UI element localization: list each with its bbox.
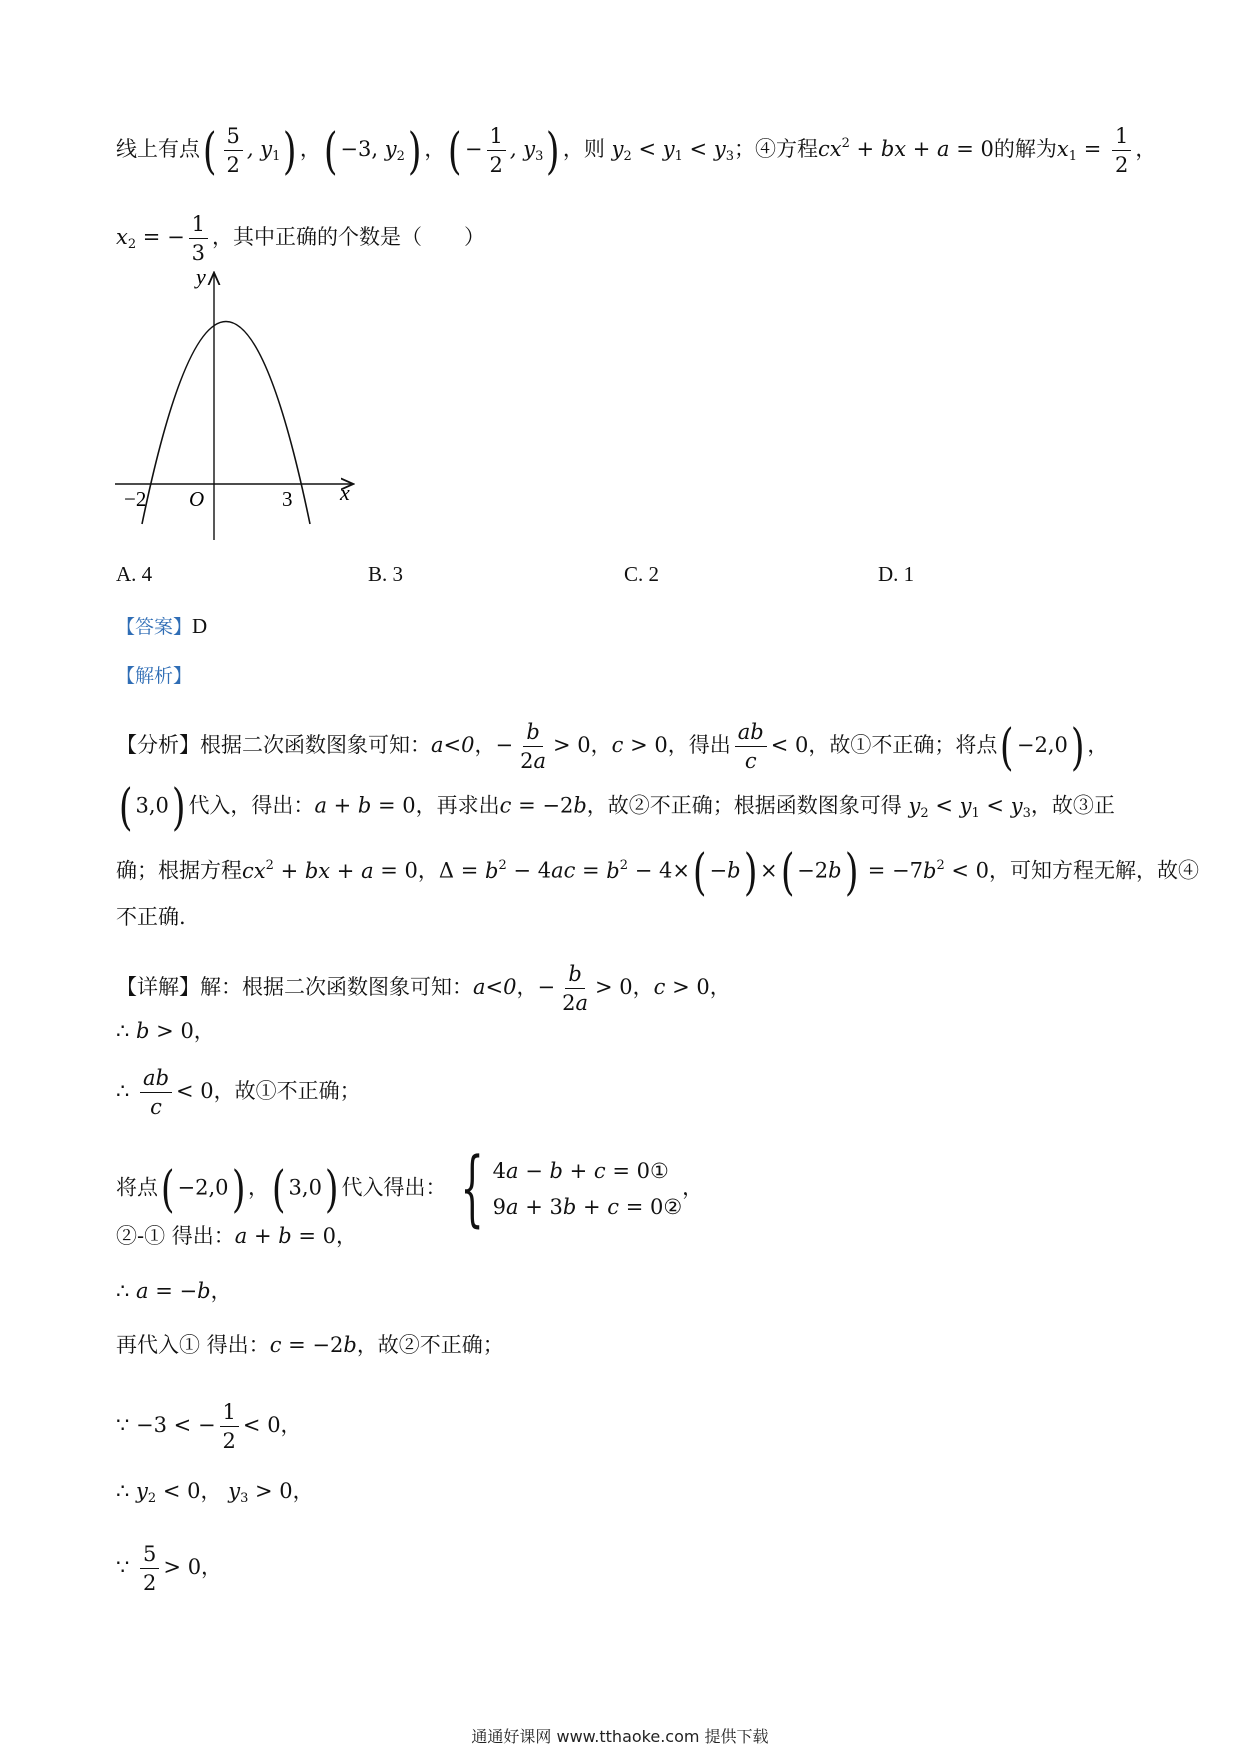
right-root-label: 3 [282, 487, 293, 511]
detail-line-7: 再代入① 得出：c = −2b，故②不正确； [116, 1333, 504, 1357]
answer-line [116, 611, 207, 642]
detail-line-10: ∵ $\frac{5}{2}$ > 0， [116, 1542, 223, 1595]
detail-line-5: ②-① 得出：a + b = 0， [116, 1224, 358, 1248]
detail-line-6: ∴ a = −b， [116, 1279, 232, 1303]
detail-line-8: ∵ −3 < − $\frac{1}{2}$ < 0， [116, 1400, 302, 1453]
left-root-label: −2 [124, 487, 147, 511]
analysis-line-4: 不正确. [116, 905, 186, 929]
detail-line-2: ∴ b > 0， [116, 1019, 215, 1043]
detail-line-4: 将点( −2,0) ，( 3,0) 代入得出： { 4a − b + c = 0① 9a + 3b + c = 0② ， [116, 1141, 704, 1236]
page-footer: 通通好课网 www.tthaoke.com 提供下载 [471, 1727, 769, 1746]
option-a: A. 4 [116, 562, 153, 586]
answer-value: D [192, 614, 208, 638]
analysis-line-2: ( 3,0) 代入，得出：a + b = 0，再求出c = −2b，故②不正确；根据函数图象可得 $y_2 < y_1 < y_3$，故③正 [118, 778, 1115, 836]
question-text: 线上有点 [116, 137, 200, 161]
detail-line-3: ∴ $\frac{ab}{c}$ < 0，故①不正确； [116, 1066, 361, 1119]
answer-tag: 【答案】 [116, 616, 193, 638]
detail-line-9: ∴ $y_2 < 0$， $y_3 > 0$， [116, 1479, 314, 1506]
option-c: C. 2 [624, 562, 660, 586]
analysis-line-3: 确；根据方程$cx^2$ + bx + a = 0，$\Delta = b^2 - 4ac = b^2 - 4\times( -b)$ ×( $-2b) = -7b^2 < 0$，可知方程无解，故④ [116, 843, 1200, 901]
question-line-1: 线上有点( $\frac{5}{2}$ , $y_1$) ，( −3, $y_2$) ，( − $\frac{1}{2}$ , $y_3$) ，则 $y_2 < y_1 < y_3$；④方程$cx^2$ + bx + a = 0的解为$x_1$ = $\frac{1}{2}$ ， [116, 121, 1157, 180]
analysis-tag: 【解析】 [116, 665, 193, 687]
analysis-line-1: 【分析】根据二次函数图象可知：a<0，− $\frac{b}{2a}$ > 0，c > 0，得出 $\frac{ab}{c}$ < 0，故①不正确；将点( −2,0) ， [116, 717, 1109, 776]
option-b: B. 3 [368, 562, 404, 586]
parabola-graph [110, 262, 370, 542]
option-d: D. 1 [878, 562, 915, 586]
detail-line-1: 【详解】解：根据二次函数图象可知：a<0，− $\frac{b}{2a}$ > 0，c > 0， [116, 962, 731, 1015]
origin-label: O [189, 487, 205, 511]
x-axis-label: x [340, 480, 350, 505]
y-axis-label: y [196, 264, 206, 289]
question-line-2: $x_2$ = − $\frac{1}{3}$ ，其中正确的个数是（ ） [116, 212, 486, 265]
